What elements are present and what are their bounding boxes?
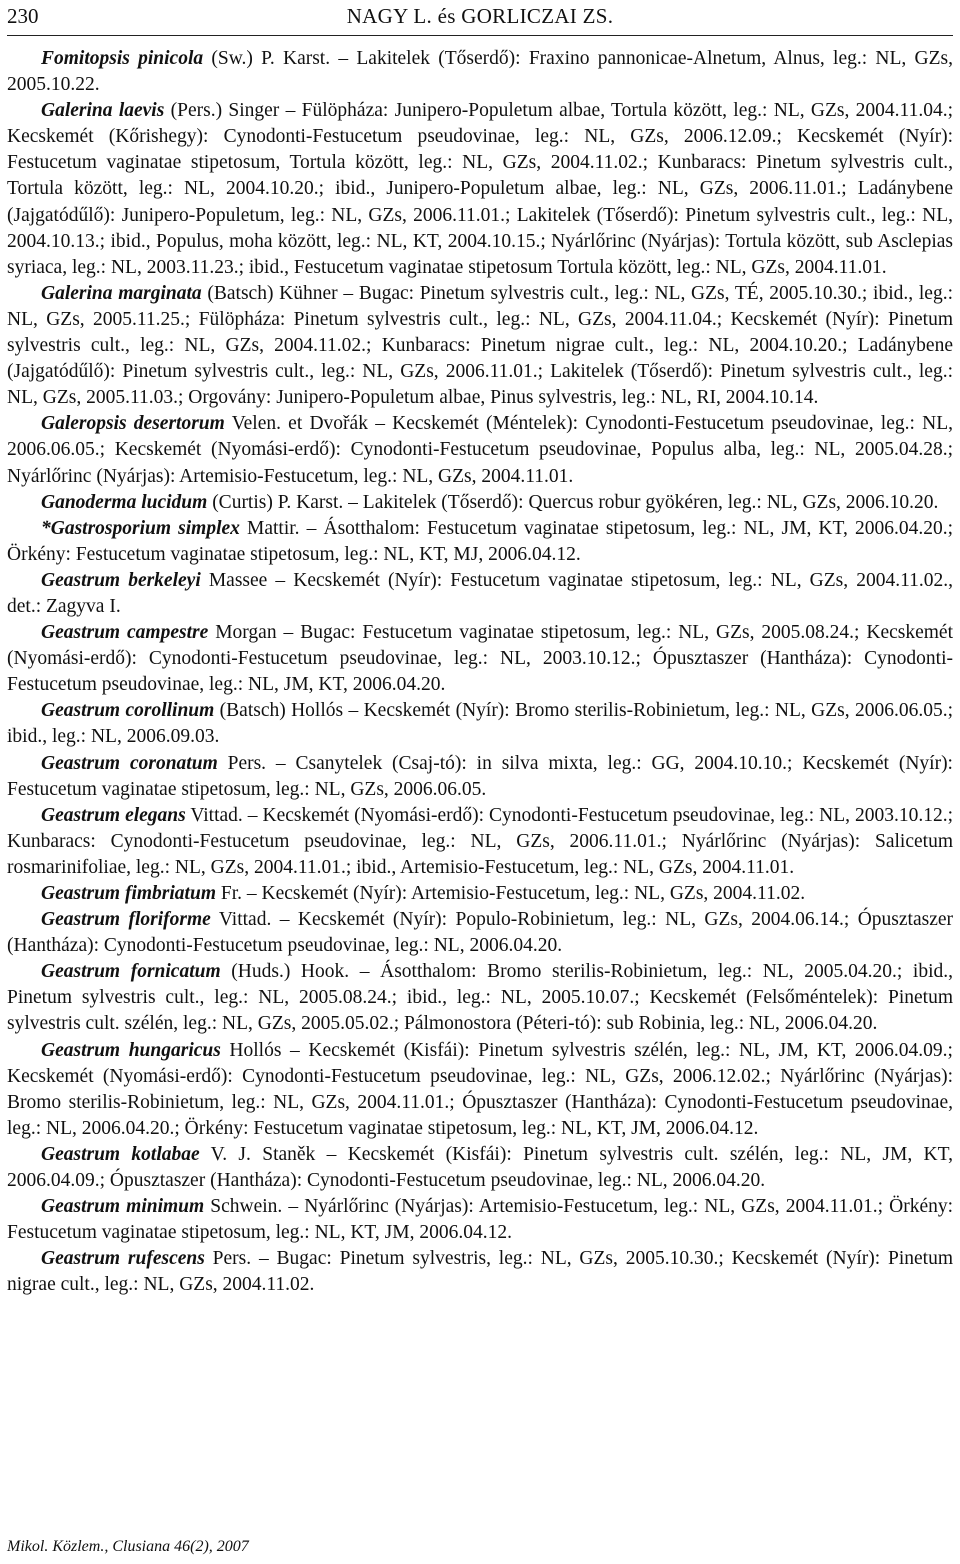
species-records: – Kecskemét (Kisfái): Pinetum sylvestris szélén, leg.: NL, JM, KT, 2006.04.09.; Kecskemét (Nyomási-erdő): Cynodonti-Festucetum pseudovinae, leg.: NL, GZs, 2006.12.02.; Nyárlőrinc (Nyárjas): Bromo sterilis-Robinietum, leg.: NL, GZs, 2004.11.01.; Ópusztaszer (Hantháza): Cynodonti-Festucetum pseudovinae, leg.: NL, 2006.04.20.; Örkény: Festucetum vaginatae stipetosum, leg.: NL, KT, JM, 2006.04.12.: [7, 1039, 953, 1139]
species-name: Geastrum coronatum: [41, 752, 218, 774]
species-author: Vittad.: [185, 804, 243, 826]
species-author: (Batsch) Kühner: [201, 282, 338, 304]
species-entry: [7, 568, 953, 620]
species-name: Geastrum campestre: [41, 622, 209, 644]
species-author: (Batsch) Hollós: [214, 700, 344, 722]
species-entry: [7, 959, 953, 1037]
species-records: – Kecskemét (Nyír): Bromo sterilis-Robinietum, leg.: NL, GZs, 2006.06.05.; ibid., leg.: NL, 2006.09.03.: [7, 700, 953, 748]
species-entry: [7, 1194, 953, 1246]
species-author: Pers.: [217, 752, 267, 774]
page-footer-citation: Mikol. Közlem., Clusiana 46(2), 2007: [7, 1538, 249, 1555]
species-list: [7, 46, 953, 1299]
species-name: Ganoderma lucidum: [41, 491, 208, 513]
species-name: Geastrum floriforme: [41, 909, 211, 931]
species-author: Massee: [200, 569, 268, 591]
species-entry: [7, 411, 953, 489]
species-records: – Lakitelek (Tőserdő): Fraxino pannonicae-Alnetum, Alnus, leg.: NL, GZs, 2005.10.22.: [7, 48, 954, 96]
species-records: – Kecskemét (Kisfái): Pinetum sylvestris cult. szélén, leg.: NL, JM, KT, 2006.04.09.; Ópusztaszer (Hantháza): Cynodonti-Festucetum pseudovinae, leg.: NL, 2006.04.20.: [7, 1143, 953, 1192]
species-entry: [7, 1142, 953, 1194]
species-records: – Kecskemét (Nyomási-erdő): Cynodonti-Festucetum pseudovinae, leg.: NL, 2003.10.12.; Kunbaracs: Cynodonti-Festucetum pseudovinae, leg.: NL, GZs, 2006.11.01.; Nyárlőrinc (Nyárjas): Salicetum rosmarinifoliae, leg.: NL, GZs, 2004.11.01.; ibid., Artemisio-Festucetum, leg.: NL, GZs, 2004.11.01.: [7, 804, 953, 878]
species-entry: [7, 1246, 953, 1298]
species-entry: [7, 98, 953, 281]
species-records: – Ásotthalom: Festucetum vaginatae stipetosum, leg.: NL, JM, KT, 2006.04.20.; Örkény: Festucetum vaginatae stipetosum, leg.: NL, KT, MJ, 2006.04.12.: [7, 517, 953, 565]
running-title: NAGY L. és GORLICZAI ZS.: [346, 4, 614, 28]
species-records: – Kecskemét (Nyír): Populo-Robinietum, leg.: NL, GZs, 2004.06.14.; Ópusztaszer (Hantháza): Cynodonti-Festucetum pseudovinae, leg.: NL, 2006.04.20.: [7, 909, 953, 957]
species-name: Galeropsis desertorum: [41, 413, 225, 435]
species-author: (Sw.) P. Karst.: [203, 48, 331, 69]
species-author: Mattir.: [239, 517, 300, 539]
species-author: (Huds.) Hook.: [220, 961, 350, 983]
species-records: – Csanytelek (Csaj-tó): in silva mixta, leg.: GG, 2004.10.10.; Kecskemét (Nyír): Festucetum vaginatae stipetosum, leg.: NL, GZs, 2006.06.05.: [7, 752, 953, 800]
species-name: Fomitopsis pinicola: [41, 48, 204, 69]
species-entry: [7, 698, 953, 750]
species-name: Geastrum kotlabae: [41, 1143, 200, 1165]
species-name: Geastrum fimbriatum: [41, 883, 216, 904]
species-entry: [7, 751, 953, 803]
page-number: 230: [7, 4, 39, 28]
species-entry: [7, 1038, 953, 1142]
species-name: *Gastrosporium simplex: [41, 517, 240, 539]
species-name: Geastrum minimum: [41, 1196, 205, 1218]
page-header: [7, 4, 953, 30]
species-author: Fr.: [216, 883, 243, 904]
species-records: – Ásotthalom: Bromo sterilis-Robinietum, leg.: NL, 2005.04.20.; ibid., Pinetum sylvestris cult., leg.: NL, 2005.08.24.; ibid., leg.: NL, 2005.10.07.; Kecskemét (Felsőméntelek): Pinetum sylvestris cult. szélén, leg.: NL, GZs, 2005.05.02.; Pálmonostora (Péteri-tó): sub Robinia, leg.: NL, 2006.04.20.: [7, 961, 953, 1035]
species-name: Galerina marginata: [41, 282, 202, 304]
species-records: – Kecskemét (Nyír): Artemisio-Festucetum, leg.: NL, GZs, 2004.11.02.: [242, 883, 806, 904]
species-entry: [7, 516, 953, 568]
species-name: Geastrum fornicatum: [41, 961, 221, 983]
species-author: Vittad.: [210, 909, 272, 931]
species-records: – Kecskemét (Méntelek): Cynodonti-Festucetum pseudovinae, leg.: NL, 2006.06.05.; Kecskemét (Nyomási-erdő): Cynodonti-Festucetum pseudovinae, Populus alba, leg.: NL, 2005.04.28.; Nyárlőrinc (Nyárjas): Artemisio-Festucetum, leg.: NL, GZs, 2004.11.01.: [7, 413, 953, 487]
species-author: Velen. et Dvořák: [224, 413, 368, 435]
species-records: – Lakitelek (Tőserdő): Quercus robur gyökéren, leg.: NL, GZs, 2006.10.20.: [343, 491, 939, 513]
species-records: – Bugac: Festucetum vaginatae stipetosum, leg.: NL, GZs, 2005.08.24.; Kecskemét (Nyomási-erdő): Cynodonti-Festucetum pseudovinae, leg.: NL, 2003.10.12.; Ópusztaszer (Hantháza): Cynodonti-Festucetum pseudovinae, leg.: NL, JM, KT, 2006.04.20.: [7, 622, 953, 696]
species-name: Geastrum berkeleyi: [41, 569, 201, 591]
species-records: – Nyárlőrinc (Nyárjas): Artemisio-Festucetum, leg.: NL, GZs, 2004.11.01.; Örkény: Festucetum vaginatae stipetosum, leg.: NL, KT, JM, 2006.04.12.: [7, 1196, 954, 1244]
species-name: Geastrum elegans: [41, 804, 186, 826]
species-author: Schwein.: [204, 1196, 283, 1218]
species-name: Geastrum rufescens: [41, 1248, 205, 1270]
species-entry: [7, 907, 953, 959]
species-author: (Pers.) Singer: [164, 100, 280, 122]
species-entry: [7, 490, 953, 516]
species-entry: [7, 803, 953, 881]
species-records: – Bugac: Pinetum sylvestris, leg.: NL, GZs, 2005.10.30.; Kecskemét (Nyír): Pinetum nigrae cult., leg.: NL, GZs, 2004.11.02.: [7, 1248, 954, 1296]
species-author: Hollós: [220, 1039, 282, 1061]
species-author: Morgan: [208, 622, 277, 644]
species-name: Geastrum hungaricus: [41, 1039, 221, 1061]
species-entry: [7, 46, 953, 98]
species-name: Geastrum corollinum: [41, 700, 215, 722]
species-author: Pers.: [204, 1248, 252, 1270]
species-entry: [7, 620, 953, 698]
species-entry: [7, 281, 953, 411]
species-author: (Curtis) P. Karst.: [207, 491, 344, 513]
species-entry: [7, 881, 953, 907]
species-records: – Fülöpháza: Junipero-Populetum albae, Tortula között, leg.: NL, GZs, 2004.11.04.; Kecskemét (Kőrishegy): Cynodonti-Festucetum pseudovinae, leg.: NL, GZs, 2006.12.09.; Kecskemét (Nyír): Festucetum vaginatae stipetosum, Tortula között, leg.: NL, GZs, 2004.11.02.; Kunbaracs: Pinetum sylvestris cult., Tortula között, leg.: NL, 2004.10.20.; ibid., Junipero-Populetum albae, leg.: NL, GZs, 2006.11.01.; Ladánybene (Jajgatódűlő): Junipero-Populetum, leg.: NL, GZs, 2006.11.01.; Lakitelek (Tőserdő): Pinetum sylvestris cult., leg.: NL, 2004.10.13.; ibid., Populus, moha között, leg.: NL, KT, 2004.10.15.; Nyárlőrinc (Nyárjas): Tortula között, sub Asclepias syriaca, leg.: NL, 2003.11.23.; ibid., Festucetum vaginatae stipetosum Tortula között, leg.: NL, GZs, 2004.11.01.: [7, 100, 953, 278]
species-author: V. J. Staněk: [199, 1143, 316, 1165]
journal-page: [7, 0, 953, 1564]
species-records: – Bugac: Pinetum sylvestris cult., leg.: NL, GZs, TÉ, 2005.10.30.; ibid., leg.: NL, GZs, 2005.11.25.; Fülöpháza: Pinetum sylvestris cult., leg.: NL, GZs, 2004.11.04.; Kecskemét (Nyír): Pinetum sylvestris cult., leg.: NL, GZs, 2004.11.02.; Kunbaracs: Pinetum nigrae cult., leg.: NL, 2004.10.20.; Ladánybene (Jajgatódűlő): Pinetum sylvestris cult., leg.: NL, GZs, 2006.11.01.; Lakitelek (Tőserdő): Pinetum sylvestris cult., leg.: NL, GZs, 2005.11.03.; Orgovány: Junipero-Populetum albae, Pinus sylvestris, leg.: NL, RI, 2004.10.14.: [7, 282, 953, 409]
species-records: – Kecskemét (Nyír): Festucetum vaginatae stipetosum, leg.: NL, GZs, 2004.11.02., det.: Zagyva I.: [7, 569, 953, 617]
species-name: Galerina laevis: [41, 100, 165, 122]
header-rule: [7, 35, 953, 36]
